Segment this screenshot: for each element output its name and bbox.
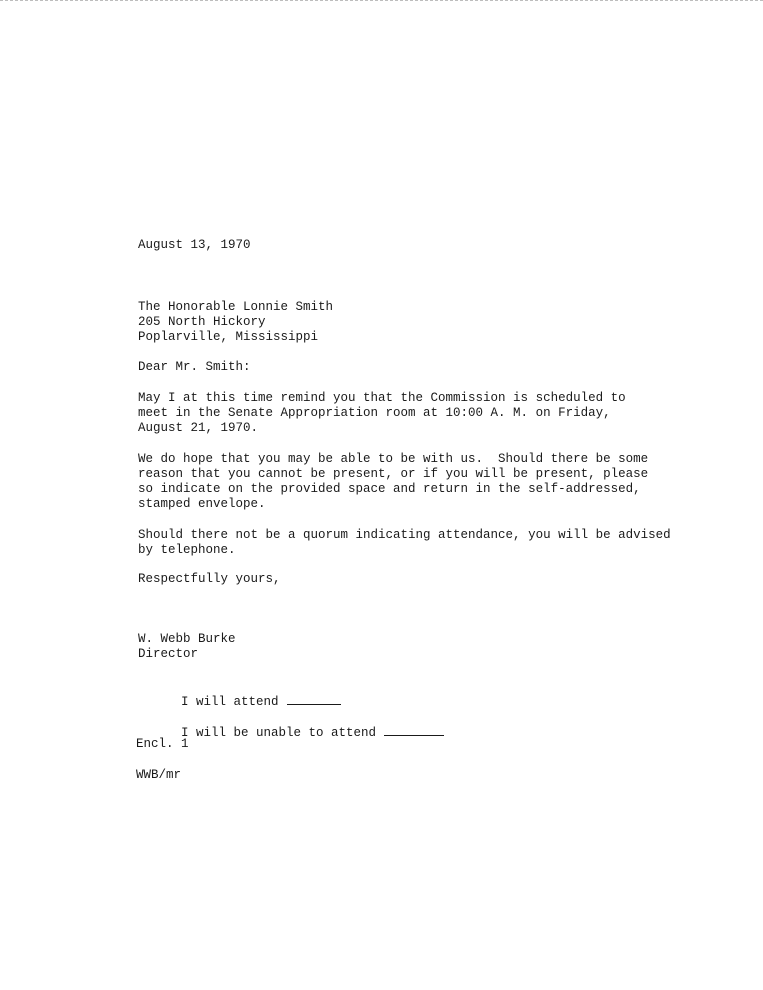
paragraph-2-line-4: stamped envelope. (138, 497, 266, 511)
letter-body (136, 0, 671, 782)
paragraph-1-line-2: meet in the Senate Appropriation room at 10:00 A. M. on Friday, (138, 406, 611, 420)
recipient-name: The Honorable Lonnie Smith (138, 300, 334, 314)
salutation: Dear Mr. Smith: (138, 360, 251, 374)
attend-option-label: I will attend (181, 695, 279, 709)
closing: Respectfully yours, (138, 572, 281, 586)
unable-option-label: I will be unable to attend (181, 726, 377, 740)
attend-blank-line[interactable] (287, 691, 341, 705)
signer-title: Director (138, 647, 199, 661)
recipient-city: Poplarville, Mississippi (138, 330, 319, 344)
letter-date: August 13, 1970 (138, 238, 251, 252)
signer-name: W. Webb Burke (138, 632, 236, 646)
initials: WWB/mr (136, 768, 182, 782)
paragraph-2-line-3: so indicate on the provided space and return in the self-addressed, (138, 482, 641, 496)
recipient-street: 205 North Hickory (138, 315, 266, 329)
paragraph-3-line-1: Should there not be a quorum indicating attendance, you will be advised (138, 528, 671, 542)
paragraph-3-line-2: by telephone. (138, 543, 236, 557)
enclosure: Encl. 1 (136, 737, 189, 751)
paragraph-2-line-1: We do hope that you may be able to be with us. Should there be some (138, 452, 649, 466)
page-top-border (0, 0, 763, 1)
paragraph-2-line-2: reason that you cannot be present, or if you will be present, please (138, 467, 649, 481)
paragraph-1-line-3: August 21, 1970. (138, 421, 259, 435)
unable-blank-line[interactable] (384, 722, 444, 736)
paragraph-1-line-1: May I at this time remind you that the Commission is scheduled to (138, 391, 626, 405)
